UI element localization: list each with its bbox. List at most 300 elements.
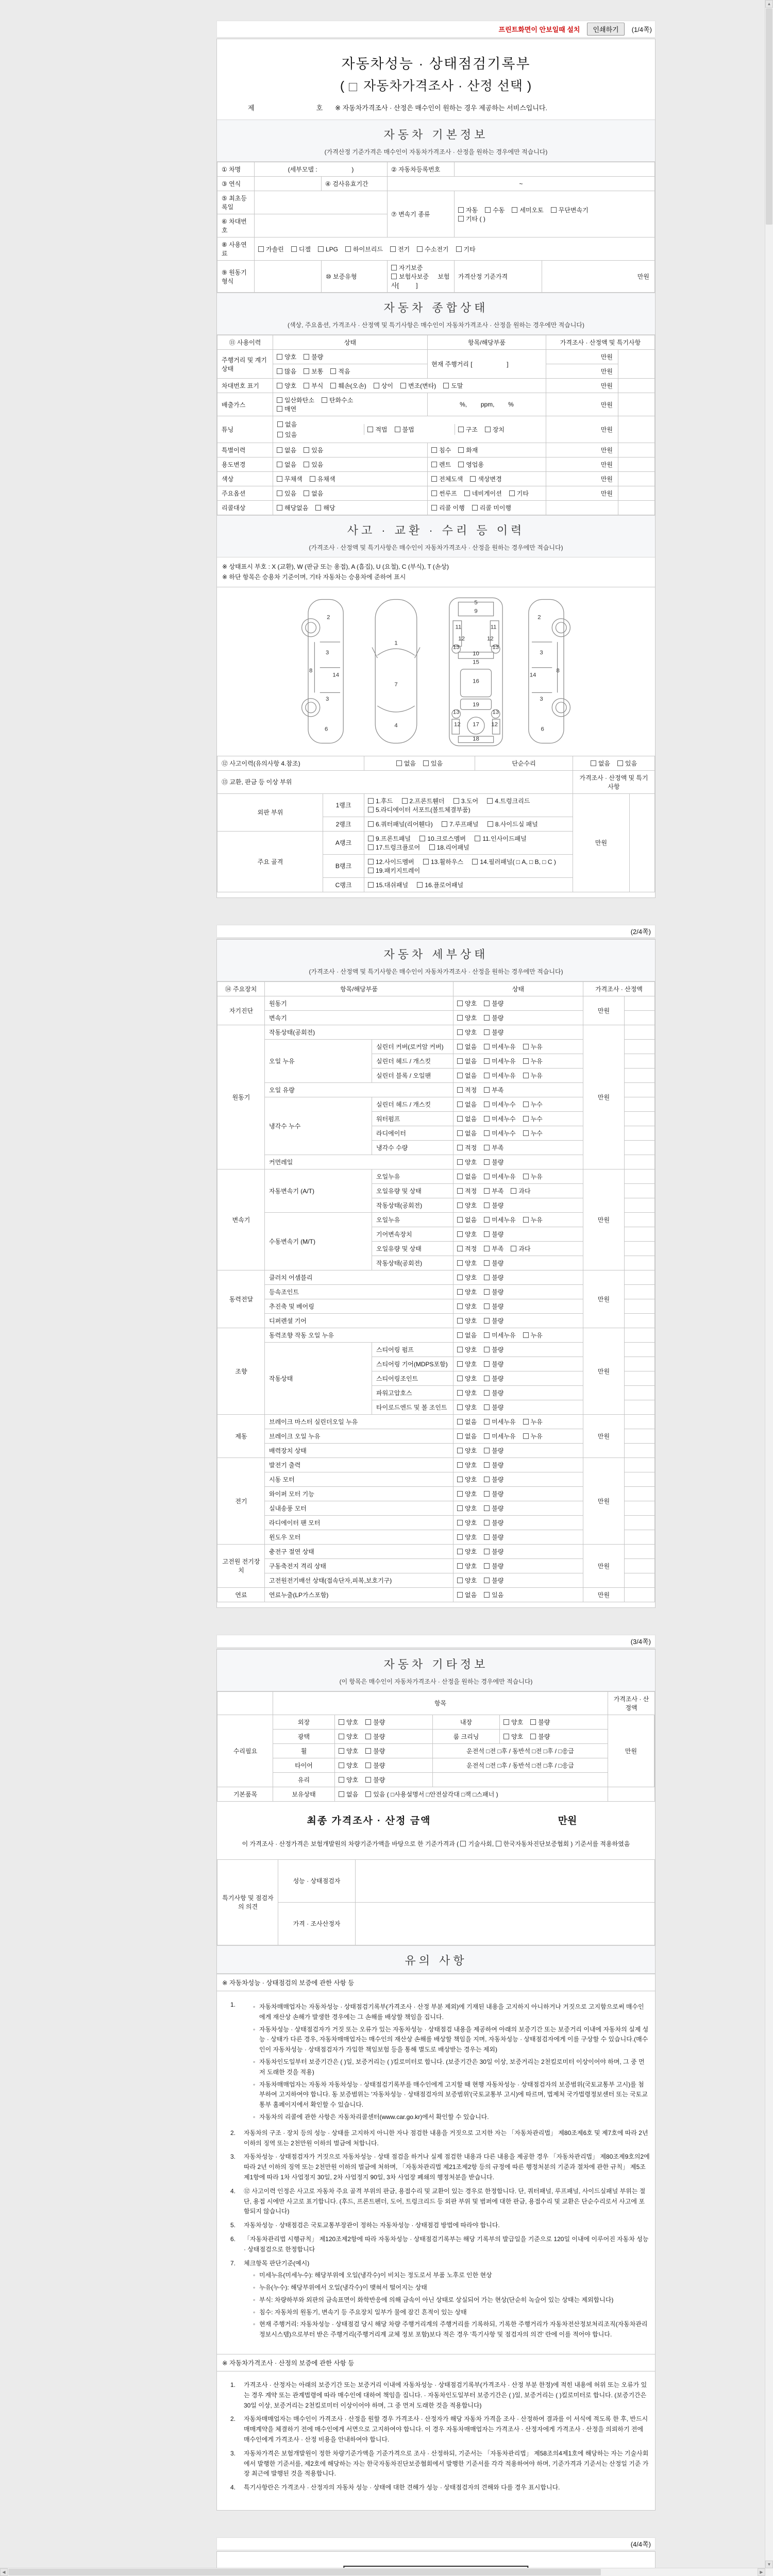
checkbox-icon[interactable]	[457, 1130, 463, 1136]
checkbox-icon[interactable]	[457, 1217, 463, 1223]
checkbox-icon[interactable]	[457, 1246, 463, 1251]
checkbox-icon[interactable]	[484, 1174, 490, 1179]
checkbox-option[interactable]: 부족	[484, 1143, 503, 1152]
checkbox-icon[interactable]	[457, 1029, 463, 1035]
checkbox-icon[interactable]	[431, 462, 437, 467]
checkbox-icon[interactable]	[339, 1762, 344, 1768]
checkbox-option[interactable]: 불량	[530, 1732, 550, 1741]
checkbox-option[interactable]: 적음	[330, 367, 350, 376]
checkbox-option[interactable]: 렌트	[431, 460, 451, 469]
checkbox-icon[interactable]	[277, 406, 282, 412]
checkbox-icon[interactable]	[368, 868, 374, 873]
checkbox-option[interactable]: 18.리어패널	[429, 843, 469, 852]
checkbox-icon[interactable]	[457, 1073, 463, 1078]
checkbox-option[interactable]: 적정	[457, 1143, 477, 1152]
checkbox-icon[interactable]	[457, 1448, 463, 1453]
checkbox-icon[interactable]	[484, 1260, 490, 1266]
checkbox-icon[interactable]	[442, 821, 447, 827]
checkbox-icon[interactable]	[365, 1777, 371, 1783]
checkbox-option[interactable]: 양호	[457, 1273, 477, 1282]
checkbox-option[interactable]: 색상변경	[470, 474, 501, 483]
checkbox-option[interactable]: 없음	[396, 759, 416, 768]
checkbox-icon[interactable]	[457, 1563, 463, 1569]
checkbox-icon[interactable]	[484, 1044, 490, 1049]
checkbox-option[interactable]: 양호	[457, 1518, 477, 1527]
checkbox-option[interactable]: 불량	[365, 1761, 385, 1770]
checkbox-icon[interactable]	[304, 354, 309, 360]
checkbox-option[interactable]: 없음	[457, 1172, 477, 1181]
checkbox-option[interactable]: 양호	[457, 1403, 477, 1412]
basis-option2-checkbox[interactable]	[496, 1841, 501, 1846]
checkbox-option[interactable]: 16.플로어패널	[417, 880, 463, 889]
checkbox-icon[interactable]	[457, 1462, 463, 1468]
checkbox-icon[interactable]	[457, 1433, 463, 1439]
checkbox-icon[interactable]	[523, 1058, 529, 1064]
checkbox-icon[interactable]	[277, 383, 282, 388]
checkbox-option[interactable]: 미세누유	[484, 1042, 515, 1051]
checkbox-option[interactable]: 누유	[523, 1417, 543, 1426]
checkbox-option[interactable]: 기타	[456, 245, 476, 253]
checkbox-option[interactable]: 누유	[523, 1042, 543, 1051]
checkbox-option[interactable]: 불량	[484, 1504, 503, 1513]
checkbox-icon[interactable]	[484, 1433, 490, 1439]
scroll-right-arrow[interactable]: ▶	[758, 2568, 765, 2576]
checkbox-icon[interactable]	[457, 1260, 463, 1266]
checkbox-icon[interactable]	[484, 1001, 490, 1006]
checkbox-option[interactable]: 불량	[484, 1576, 503, 1585]
checkbox-option[interactable]: 영업용	[458, 460, 484, 469]
checkbox-icon[interactable]	[617, 760, 623, 766]
checkbox-option[interactable]: 양호	[457, 1461, 477, 1469]
checkbox-icon[interactable]	[523, 1217, 529, 1223]
checkbox-icon[interactable]	[277, 432, 283, 437]
checkbox-icon[interactable]	[484, 1029, 490, 1035]
checkbox-icon[interactable]	[391, 274, 397, 279]
checkbox-option[interactable]: 불량	[484, 1388, 503, 1397]
checkbox-icon[interactable]	[368, 882, 374, 888]
checkbox-icon[interactable]	[277, 421, 283, 427]
checkbox-icon[interactable]	[457, 1116, 463, 1122]
checkbox-option[interactable]: 양호	[457, 1013, 477, 1022]
checkbox-option[interactable]: 9.프론트패널	[368, 834, 411, 843]
checkbox-icon[interactable]	[484, 1549, 490, 1554]
checkbox-icon[interactable]	[484, 1202, 490, 1208]
checkbox-option[interactable]: 불량	[484, 1562, 503, 1570]
checkbox-option[interactable]: 상이	[374, 381, 393, 390]
checkbox-option[interactable]: 세미오토	[512, 206, 543, 214]
checkbox-icon[interactable]	[457, 1015, 463, 1021]
checkbox-icon[interactable]	[458, 427, 464, 432]
horizontal-scrollbar[interactable]	[0, 2568, 765, 2576]
checkbox-icon[interactable]	[423, 859, 429, 865]
checkbox-icon[interactable]	[431, 447, 437, 453]
checkbox-option[interactable]: 10.크로스멤버	[419, 834, 466, 843]
checkbox-icon[interactable]	[484, 1592, 490, 1598]
checkbox-icon[interactable]	[484, 1491, 490, 1497]
checkbox-option[interactable]: 양호	[457, 1576, 477, 1585]
checkbox-option[interactable]: 구조	[458, 425, 478, 434]
checkbox-option[interactable]: 썬루프	[431, 489, 457, 498]
checkbox-icon[interactable]	[523, 1433, 529, 1439]
vertical-scrollbar[interactable]	[765, 0, 773, 2576]
checkbox-option[interactable]: 수동	[485, 206, 505, 214]
checkbox-option[interactable]: 없음	[457, 1100, 477, 1109]
checkbox-icon[interactable]	[472, 505, 478, 511]
scroll-left-arrow[interactable]: ◀	[0, 2568, 8, 2576]
checkbox-icon[interactable]	[472, 859, 478, 865]
checkbox-option[interactable]: 미세누수	[484, 1129, 515, 1138]
checkbox-option[interactable]: 없음	[457, 1590, 477, 1599]
checkbox-icon[interactable]	[457, 1159, 463, 1165]
checkbox-option[interactable]: 적정	[457, 1187, 477, 1195]
checkbox-option[interactable]: 양호	[339, 1747, 358, 1755]
checkbox-icon[interactable]	[277, 505, 282, 511]
checkbox-icon[interactable]	[464, 490, 470, 496]
checkbox-option[interactable]: 가솔린	[258, 245, 284, 253]
checkbox-icon[interactable]	[258, 246, 264, 252]
checkbox-icon[interactable]	[458, 207, 464, 213]
horizontal-scroll-thumb[interactable]	[8, 2569, 601, 2575]
checkbox-option[interactable]: 장치	[485, 425, 505, 434]
checkbox-icon[interactable]	[484, 1275, 490, 1280]
checkbox-icon[interactable]	[423, 760, 429, 766]
checkbox-option[interactable]: 도말	[443, 381, 463, 390]
checkbox-icon[interactable]	[457, 1361, 463, 1367]
checkbox-option[interactable]: 불량	[484, 1533, 503, 1541]
checkbox-icon[interactable]	[368, 807, 374, 812]
checkbox-option[interactable]: 양호	[457, 1201, 477, 1210]
checkbox-option[interactable]: 미세누유	[484, 1172, 515, 1181]
checkbox-icon[interactable]	[368, 821, 374, 827]
checkbox-option[interactable]: 과다	[511, 1187, 530, 1195]
checkbox-option[interactable]: 양호	[457, 1316, 477, 1325]
checkbox-option[interactable]: 불량	[484, 999, 503, 1008]
checkbox-option[interactable]: 17.트렁크플로어	[368, 843, 420, 852]
checkbox-option[interactable]: 12.사이드멤버	[368, 857, 414, 866]
checkbox-option[interactable]: 디젤	[291, 245, 311, 253]
checkbox-option[interactable]: 보통	[304, 367, 323, 376]
checkbox-option[interactable]: 불량	[484, 1259, 503, 1267]
checkbox-icon[interactable]	[457, 1303, 463, 1309]
checkbox-icon[interactable]	[484, 1159, 490, 1165]
checkbox-option[interactable]: 미세누유	[484, 1215, 515, 1224]
checkbox-option[interactable]: 양호	[457, 999, 477, 1008]
checkbox-option[interactable]: 불량	[484, 1360, 503, 1368]
checkbox-icon[interactable]	[484, 1462, 490, 1468]
checkbox-icon[interactable]	[509, 490, 515, 496]
checkbox-option[interactable]: 불량	[484, 1345, 503, 1354]
checkbox-option[interactable]: 누수	[523, 1100, 543, 1109]
car-diagram-svg[interactable]	[240, 591, 632, 751]
checkbox-option[interactable]: 누수	[523, 1114, 543, 1123]
checkbox-option[interactable]: 5.라디에이터 서포트(볼트체결부품)	[368, 805, 470, 814]
scroll-up-arrow[interactable]: ▲	[765, 0, 773, 8]
checkbox-option[interactable]: 양호	[503, 1732, 523, 1741]
checkbox-option[interactable]: 양호	[457, 1562, 477, 1570]
checkbox-option[interactable]: 양호	[457, 1547, 477, 1556]
checkbox-option[interactable]: 누유	[523, 1057, 543, 1065]
checkbox-icon[interactable]	[523, 1044, 529, 1049]
checkbox-option[interactable]: 13.휠하우스	[423, 857, 463, 866]
checkbox-option[interactable]: 미세누수	[484, 1100, 515, 1109]
checkbox-option[interactable]: 있음	[617, 759, 637, 768]
checkbox-icon[interactable]	[484, 1246, 490, 1251]
checkbox-icon[interactable]	[277, 368, 282, 374]
checkbox-option[interactable]: 양호	[339, 1761, 358, 1770]
checkbox-option[interactable]: 없음	[457, 1417, 477, 1426]
checkbox-icon[interactable]	[457, 1347, 463, 1352]
checkbox-icon[interactable]	[339, 1748, 344, 1754]
checkbox-option[interactable]: 누수	[523, 1129, 543, 1138]
checkbox-icon[interactable]	[457, 1058, 463, 1064]
checkbox-icon[interactable]	[457, 1505, 463, 1511]
checkbox-icon[interactable]	[400, 383, 406, 388]
checkbox-icon[interactable]	[484, 1058, 490, 1064]
checkbox-option[interactable]: 양호	[457, 1345, 477, 1354]
checkbox-icon[interactable]	[470, 476, 476, 482]
checkbox-icon[interactable]	[277, 462, 282, 467]
checkbox-option[interactable]: 없음	[591, 759, 610, 768]
checkbox-icon[interactable]	[484, 1448, 490, 1453]
checkbox-option[interactable]: 미세누수	[484, 1114, 515, 1123]
checkbox-option[interactable]: 없음	[457, 1331, 477, 1340]
checkbox-icon[interactable]	[339, 1734, 344, 1739]
checkbox-icon[interactable]	[457, 1520, 463, 1526]
checkbox-icon[interactable]	[457, 1145, 463, 1150]
checkbox-icon[interactable]	[484, 1404, 490, 1410]
checkbox-option[interactable]: 없음	[457, 1057, 477, 1065]
checkbox-icon[interactable]	[511, 1246, 516, 1251]
checkbox-option[interactable]: 리콜 이행	[431, 503, 465, 512]
checkbox-icon[interactable]	[322, 397, 327, 403]
checkbox-option[interactable]: 불량	[484, 1230, 503, 1239]
checkbox-option[interactable]: 하이브리드	[345, 245, 383, 253]
checkbox-option[interactable]: 있음	[304, 446, 323, 454]
checkbox-icon[interactable]	[457, 1087, 463, 1093]
checkbox-option[interactable]: 양호	[457, 1446, 477, 1455]
checkbox-option[interactable]: 양호	[277, 352, 296, 361]
checkbox-icon[interactable]	[484, 1477, 490, 1482]
checkbox-option[interactable]: 미세누유	[484, 1432, 515, 1440]
checkbox-icon[interactable]	[503, 1734, 509, 1739]
checkbox-option[interactable]: 있음	[423, 759, 443, 768]
checkbox-icon[interactable]	[345, 246, 351, 252]
checkbox-option[interactable]: 누유	[523, 1432, 543, 1440]
checkbox-icon[interactable]	[484, 1289, 490, 1295]
checkbox-option[interactable]: 화재	[458, 446, 478, 454]
checkbox-option[interactable]: 불량	[484, 1158, 503, 1166]
checkbox-option[interactable]: 불량	[484, 1302, 503, 1311]
checkbox-option[interactable]: 4.트렁크리드	[487, 796, 530, 805]
checkbox-option[interactable]: 8.사이드실 패널	[488, 820, 538, 828]
checkbox-icon[interactable]	[457, 1332, 463, 1338]
scroll-down-arrow[interactable]: ▼	[765, 2561, 773, 2568]
checkbox-option[interactable]: 불량	[484, 1374, 503, 1383]
checkbox-option[interactable]: 없음	[457, 1432, 477, 1440]
checkbox-option[interactable]: 유채색	[310, 474, 335, 483]
checkbox-option[interactable]: 있음	[277, 430, 361, 439]
checkbox-icon[interactable]	[457, 1592, 463, 1598]
checkbox-icon[interactable]	[591, 760, 596, 766]
checkbox-icon[interactable]	[503, 1719, 509, 1725]
checkbox-icon[interactable]	[277, 397, 282, 403]
checkbox-icon[interactable]	[374, 383, 379, 388]
checkbox-icon[interactable]	[484, 1390, 490, 1396]
checkbox-icon[interactable]	[523, 1174, 529, 1179]
checkbox-icon[interactable]	[339, 1791, 344, 1797]
checkbox-option[interactable]: LPG	[318, 246, 338, 253]
checkbox-icon[interactable]	[484, 1303, 490, 1309]
checkbox-option[interactable]: 무채색	[277, 474, 303, 483]
checkbox-icon[interactable]	[391, 265, 397, 270]
checkbox-icon[interactable]	[431, 476, 437, 482]
checkbox-option[interactable]: 훼손(오손)	[330, 381, 366, 390]
checkbox-icon[interactable]	[457, 1231, 463, 1237]
checkbox-icon[interactable]	[484, 1145, 490, 1150]
checkbox-icon[interactable]	[484, 1578, 490, 1583]
checkbox-icon[interactable]	[485, 207, 491, 213]
checkbox-icon[interactable]	[368, 798, 374, 804]
checkbox-option[interactable]: 불량	[484, 1273, 503, 1282]
checkbox-option[interactable]: 누유	[523, 1215, 543, 1224]
checkbox-icon[interactable]	[475, 836, 480, 841]
checkbox-icon[interactable]	[523, 1116, 529, 1122]
checkbox-option[interactable]: 기타	[509, 489, 529, 498]
checkbox-option[interactable]: 불량	[484, 1028, 503, 1037]
checkbox-icon[interactable]	[457, 1174, 463, 1179]
checkbox-icon[interactable]	[484, 1520, 490, 1526]
checkbox-option[interactable]: 불량	[365, 1747, 385, 1755]
checkbox-icon[interactable]	[310, 476, 315, 482]
checkbox-option[interactable]: 미세누유	[484, 1057, 515, 1065]
checkbox-icon[interactable]	[484, 1419, 490, 1425]
checkbox-icon[interactable]	[318, 246, 324, 252]
checkbox-icon[interactable]	[365, 1719, 371, 1725]
checkbox-option[interactable]: 없음	[457, 1215, 477, 1224]
checkbox-icon[interactable]	[456, 246, 462, 252]
checkbox-icon[interactable]	[484, 1073, 490, 1078]
checkbox-icon[interactable]	[431, 490, 437, 496]
checkbox-option[interactable]: 양호	[457, 1259, 477, 1267]
checkbox-icon[interactable]	[304, 383, 309, 388]
checkbox-option[interactable]: 11.인사이드패널	[475, 834, 526, 843]
checkbox-option[interactable]: 양호	[277, 381, 296, 390]
checkbox-icon[interactable]	[484, 1101, 490, 1107]
checkbox-option[interactable]: 기타 ( )	[458, 214, 485, 223]
checkbox-icon[interactable]	[429, 844, 435, 850]
checkbox-option[interactable]: 침수	[431, 446, 451, 454]
checkbox-option[interactable]: 양호	[339, 1732, 358, 1741]
checkbox-option[interactable]: 누유	[523, 1172, 543, 1181]
checkbox-icon[interactable]	[457, 1404, 463, 1410]
checkbox-option[interactable]: 불량	[484, 1475, 503, 1484]
checkbox-icon[interactable]	[484, 1188, 490, 1194]
checkbox-icon[interactable]	[431, 505, 437, 511]
checkbox-option[interactable]: 없음	[457, 1042, 477, 1051]
checkbox-icon[interactable]	[291, 246, 297, 252]
checkbox-option[interactable]: 전체도색	[431, 474, 463, 483]
checkbox-icon[interactable]	[395, 427, 400, 432]
checkbox-option[interactable]: 양호	[457, 1475, 477, 1484]
checkbox-icon[interactable]	[365, 1791, 371, 1797]
checkbox-option[interactable]: 없음	[277, 420, 361, 429]
checkbox-option[interactable]: 리콜 미이행	[472, 503, 511, 512]
checkbox-option[interactable]: 적정	[457, 1244, 477, 1253]
checkbox-icon[interactable]	[339, 1719, 344, 1725]
print-button[interactable]: 인쇄하기	[587, 23, 624, 36]
checkbox-icon[interactable]	[457, 1289, 463, 1295]
checkbox-option[interactable]: 수소전기	[417, 245, 448, 253]
checkbox-icon[interactable]	[484, 1217, 490, 1223]
checkbox-option[interactable]: 양호	[457, 1374, 477, 1383]
checkbox-option[interactable]: 네비게이션	[464, 489, 502, 498]
checkbox-option[interactable]: 2.프론트휀더	[402, 796, 445, 805]
checkbox-option[interactable]: 변조(변타)	[400, 381, 436, 390]
checkbox-option[interactable]: 1.후드	[368, 796, 393, 805]
checkbox-option[interactable]: 불량	[484, 1201, 503, 1210]
checkbox-icon[interactable]	[458, 447, 464, 453]
checkbox-icon[interactable]	[484, 1116, 490, 1122]
checkbox-icon[interactable]	[484, 1534, 490, 1540]
checkbox-icon[interactable]	[457, 1188, 463, 1194]
checkbox-option[interactable]: 매연	[277, 404, 296, 413]
checkbox-option[interactable]: 미세누유	[484, 1331, 515, 1340]
checkbox-option[interactable]: 불량	[484, 1316, 503, 1325]
checkbox-option[interactable]: 해당	[315, 503, 335, 512]
checkbox-option[interactable]: 부식	[304, 381, 323, 390]
checkbox-icon[interactable]	[419, 836, 425, 841]
checkbox-option[interactable]: 있음	[484, 1590, 503, 1599]
checkbox-icon[interactable]	[330, 368, 336, 374]
checkbox-icon[interactable]	[457, 1534, 463, 1540]
checkbox-option[interactable]: 자동	[458, 206, 478, 214]
checkbox-icon[interactable]	[304, 447, 309, 453]
checkbox-option[interactable]: 불량	[484, 1461, 503, 1469]
checkbox-icon[interactable]	[330, 383, 336, 388]
checkbox-option[interactable]: 일산화탄소	[277, 396, 314, 404]
checkbox-option[interactable]: 양호	[457, 1158, 477, 1166]
checkbox-icon[interactable]	[530, 1734, 536, 1739]
checkbox-icon[interactable]	[457, 1419, 463, 1425]
checkbox-option[interactable]: 누유	[523, 1071, 543, 1080]
checkbox-icon[interactable]	[417, 246, 423, 252]
checkbox-icon[interactable]	[339, 1777, 344, 1783]
checkbox-option[interactable]: 불량	[484, 1013, 503, 1022]
checkbox-option[interactable]: 없음	[304, 489, 323, 498]
checkbox-option[interactable]: 탄화수소	[322, 396, 353, 404]
checkbox-icon[interactable]	[365, 1748, 371, 1754]
checkbox-icon[interactable]	[457, 1101, 463, 1107]
checkbox-option[interactable]: 부족	[484, 1244, 503, 1253]
checkbox-icon[interactable]	[523, 1101, 529, 1107]
checkbox-option[interactable]: 없음	[277, 460, 296, 469]
checkbox-icon[interactable]	[457, 1477, 463, 1482]
checkbox-option[interactable]: 19.패키지트레이	[368, 866, 420, 875]
checkbox-option[interactable]: 양호	[457, 1504, 477, 1513]
checkbox-option[interactable]: 양호	[457, 1360, 477, 1368]
checkbox-option[interactable]: 불량	[484, 1403, 503, 1412]
checkbox-icon[interactable]	[443, 383, 449, 388]
checkbox-icon[interactable]	[484, 1505, 490, 1511]
checkbox-icon[interactable]	[484, 1563, 490, 1569]
checkbox-icon[interactable]	[457, 1376, 463, 1381]
checkbox-option[interactable]: 7.루프패널	[442, 820, 478, 828]
checkbox-option[interactable]: 적법	[367, 425, 387, 434]
checkbox-option[interactable]: 부족	[484, 1086, 503, 1094]
checkbox-icon[interactable]	[530, 1719, 536, 1725]
checkbox-option[interactable]: 무단변속기	[551, 206, 589, 214]
checkbox-icon[interactable]	[368, 844, 374, 850]
